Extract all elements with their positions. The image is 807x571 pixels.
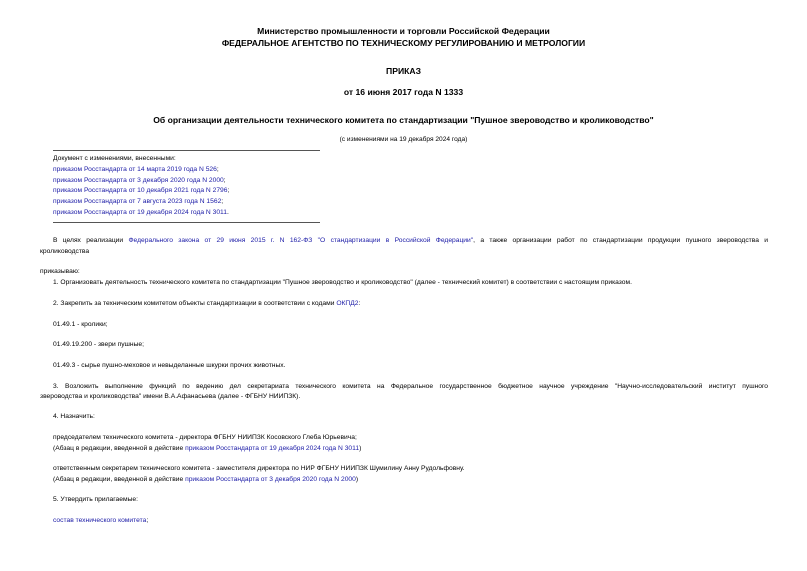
change-link[interactable]: приказом Росстандарта от 14 марта 2019 года N 526: [53, 166, 217, 173]
ministry-name: Министерство промышленности и торговли Российской Федерации: [257, 26, 550, 36]
item-1: 1. Организовать деятельность технического комитета по стандартизации "Пушное звероводство и кролиководство" (далее - технический комитет) в соответствии с настоящим приказом.: [53, 279, 632, 286]
change-item: приказом Росстандарта от 10 декабря 2021 года N 2796;: [53, 187, 230, 194]
change-item: приказом Росстандарта от 14 марта 2019 года N 526;: [53, 166, 219, 173]
secretary-line: ответственным секретарем технического комитета - заместителя директора по НИР ФГБНУ НИИПЗК Шумилину Анну Рудольфовну.: [53, 465, 465, 472]
change-item: приказом Росстандарта от 3 декабря 2020 года N 2000;: [53, 176, 226, 184]
item-5: 5. Утвердить прилагаемые:: [53, 496, 138, 503]
federal-law-link[interactable]: Федерального закона от 29 июня 2015 г. N 162-ФЗ "О стандартизации в Российской Федерации": [128, 237, 474, 244]
change-link[interactable]: приказом Росстандарта от 19 декабря 2024 года N 3011: [53, 208, 227, 216]
item-2: 2. Закрепить за техническим комитетом объекты стандартизации в соответствии с кодами ОКПД2:: [53, 300, 361, 307]
document-type: ПРИКАЗ: [386, 66, 421, 76]
code-fur-animals: 01.49.19.200 - звери пушные;: [53, 341, 144, 348]
item-3-continuation: звероводства и кролиководства" имени В.А.Афанасьева (далее - ФГБНУ НИИПЗК).: [40, 393, 301, 400]
composition-link[interactable]: состав технического комитета: [53, 517, 147, 524]
change-link[interactable]: приказом Росстандарта от 3 декабря 2020 года N 2000: [53, 176, 224, 184]
chairman-line: председателем технического комитета - директора ФГБНУ НИИПЗК Косовского Глеба Юрьевича;: [53, 434, 357, 441]
order-word: приказываю:: [40, 268, 80, 275]
change-item: приказом Росстандарта от 7 августа 2023 года N 1562;: [53, 198, 224, 205]
composition-line: состав технического комитета;: [53, 517, 149, 524]
amended-note: (с изменениями на 19 декабря 2024 года): [339, 136, 468, 143]
chairman-note-link[interactable]: приказом Росстандарта от 19 декабря 2024 года N 3011: [185, 444, 360, 452]
document-date-number: от 16 июня 2017 года N 1333: [343, 87, 464, 97]
changes-divider-bottom: [53, 222, 320, 223]
change-link[interactable]: приказом Росстандарта от 10 декабря 2021 года N 2796: [53, 187, 228, 194]
preamble: В целях реализации Федерального закона от 29 июня 2015 г. N 162-ФЗ "О стандартизации в Российской Федерации", а также организации работ по стандартизации продукции пушного звероводства и: [53, 237, 769, 244]
changes-intro: Документ с изменениями, внесенными:: [53, 155, 176, 162]
preamble-continuation: кролиководства: [40, 248, 90, 255]
chairman-note: (Абзац в редакции, введенной в действие приказом Росстандарта от 19 декабря 2024 года N 3011): [53, 444, 362, 452]
change-item: приказом Росстандарта от 19 декабря 2024 года N 3011.: [53, 208, 229, 216]
document-title: Об организации деятельности технического комитета по стандартизации "Пушное звероводство и кролиководство": [153, 115, 654, 125]
code-fur-raw: 01.49.3 - сырье пушно-меховое и невыделанные шкурки прочих животных.: [53, 362, 286, 369]
secretary-note-link[interactable]: приказом Росстандарта от 3 декабря 2020 года N 2000: [185, 475, 356, 483]
changes-divider-top: [53, 150, 320, 151]
code-rabbits: 01.49.1 - кролики;: [53, 321, 108, 328]
agency-name: ФЕДЕРАЛЬНОЕ АГЕНТСТВО ПО ТЕХНИЧЕСКОМУ РЕГУЛИРОВАНИЮ И МЕТРОЛОГИИ: [221, 38, 586, 48]
item-4: 4. Назначить:: [53, 413, 95, 420]
secretary-note: (Абзац в редакции, введенной в действие приказом Росстандарта от 3 декабря 2020 года N 2000): [53, 475, 359, 483]
item-3: 3. Возложить выполнение функций по ведению дел секретариата технического комитета на Федеральное государственное бюджетное научное учреждение "Научно-исследовательский институт пушного: [53, 383, 768, 390]
okpd2-link[interactable]: ОКПД2: [336, 300, 359, 307]
change-link[interactable]: приказом Росстандарта от 7 августа 2023 года N 1562: [53, 198, 222, 205]
